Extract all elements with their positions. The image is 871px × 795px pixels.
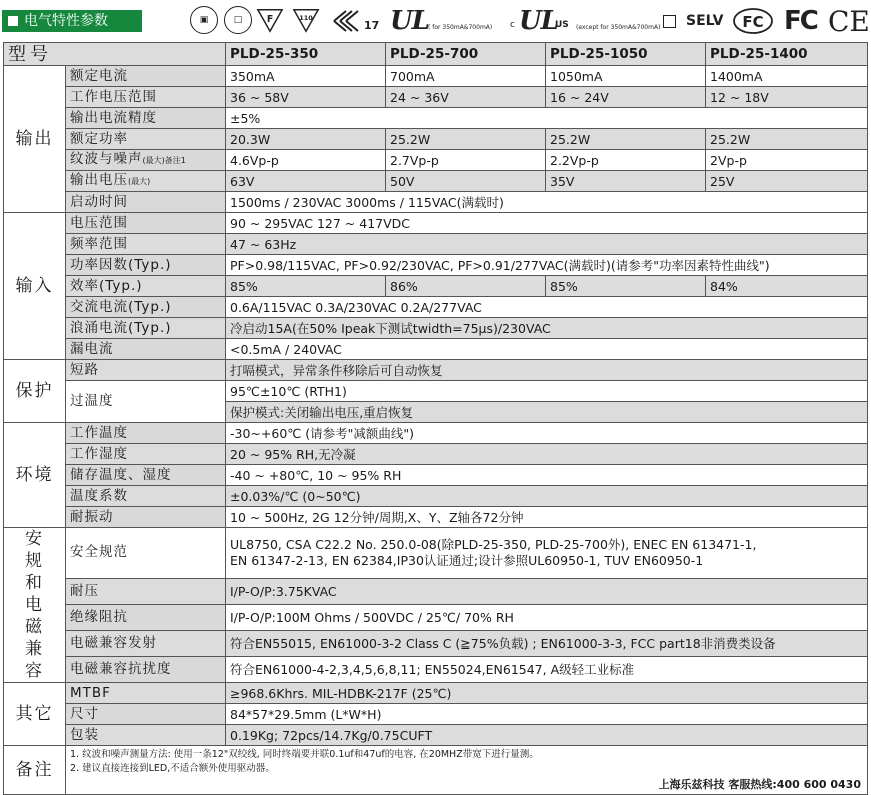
header: [0, 0, 871, 42]
note-line: 2. 建议直接连接到LED,不适合额外使用驱动器。: [70, 763, 275, 774]
square-icon: [8, 16, 18, 26]
fc-mark: FC: [784, 6, 817, 36]
cert-temp-text: 110: [299, 14, 313, 22]
spec-value: 1400mA: [706, 66, 868, 87]
spec-value: 700mA: [386, 66, 546, 87]
ce-mark: CE: [828, 4, 870, 38]
spec-row: [4, 213, 868, 234]
spec-row: [4, 381, 868, 402]
cert-f-text: F: [266, 13, 274, 25]
cul-us-suffix: US: [555, 20, 569, 30]
cul-mark-icon: [519, 6, 558, 36]
ul-note-2: (except for 350mA&700mA): [576, 23, 661, 31]
spec-value-line: UL8750, CSA C22.2 No. 250.0-08(除PLD-25-350, PLD-25-700外), ENEC EN 613471-1,: [230, 536, 757, 552]
spec-value: 20 ~ 95% RH,无冷凝: [226, 444, 868, 465]
spec-value: 10 ~ 500Hz, 2G 12分钟/周期,X、Y、Z轴各72分钟: [226, 507, 868, 528]
spec-value: 保护模式:关闭输出电压,重启恢复: [226, 402, 868, 423]
group-environment: 环境: [4, 423, 66, 528]
spec-row: [4, 129, 868, 150]
spec-row: [4, 444, 868, 465]
spec-value: 2Vp-p: [706, 150, 868, 171]
spec-label: 电压范围: [66, 213, 226, 234]
spec-label: 储存温度、湿度: [66, 465, 226, 486]
spec-row: [4, 683, 868, 704]
spec-value: 0.19Kg; 72pcs/14.7Kg/0.75CUFT: [226, 725, 868, 746]
spec-label: 频率范围: [66, 234, 226, 255]
spec-value: 85%: [546, 276, 706, 297]
spec-row: [4, 423, 868, 444]
class2-square-icon: [662, 6, 676, 36]
spec-value: 25.2W: [706, 129, 868, 150]
group-safety-emc: 安规和电磁兼容: [4, 528, 66, 683]
selv-mark: SELV: [686, 13, 724, 29]
pfc-text: FC: [742, 13, 764, 31]
spec-label-text: 输出电压: [70, 172, 128, 188]
spec-label: 输出电流精度: [66, 108, 226, 129]
spec-label: 绝缘阻抗: [66, 604, 226, 630]
group-output: 输出: [4, 66, 66, 213]
spec-label: 电磁兼容发射: [66, 630, 226, 656]
group-others: 其它: [4, 683, 66, 746]
model-cell: PLD-25-1400: [706, 43, 868, 66]
spec-value: ±0.03%/℃ (0~50℃): [226, 486, 868, 507]
spec-label: 效率(Typ.): [66, 276, 226, 297]
spec-value: 24 ~ 36V: [386, 87, 546, 108]
spec-row: [4, 276, 868, 297]
group-input: 输入: [4, 213, 66, 360]
spec-label: [66, 171, 226, 192]
spec-row: [4, 234, 868, 255]
cert-ip-icon: ▣: [190, 6, 218, 34]
spec-value: 4.6Vp-p: [226, 150, 386, 171]
cert-f-mark-icon: [256, 6, 284, 34]
ul-mark-text: UL: [390, 6, 429, 36]
spec-row: [4, 171, 868, 192]
spec-value: 350mA: [226, 66, 386, 87]
spec-label: [66, 150, 226, 171]
spec-label: 工作电压范围: [66, 87, 226, 108]
spec-value: [226, 528, 868, 579]
service-hotline: 上海乐兹科技 客服热线:400 600 0430: [658, 778, 861, 791]
spec-row: [4, 339, 868, 360]
cert-ip17-icon: [330, 6, 380, 36]
spec-value: ±5%: [226, 108, 868, 129]
spec-row: [4, 66, 868, 87]
spec-value: 12 ~ 18V: [706, 87, 868, 108]
model-cell: PLD-25-350: [226, 43, 386, 66]
spec-row: [4, 604, 868, 630]
spec-value: 2.2Vp-p: [546, 150, 706, 171]
cul-mark-text: UL: [519, 6, 558, 36]
spec-value: 47 ~ 63Hz: [226, 234, 868, 255]
spec-label: 电磁兼容抗扰度: [66, 656, 226, 682]
spec-row: [4, 360, 868, 381]
spec-row: [4, 656, 868, 682]
group-protection: 保护: [4, 360, 66, 423]
spec-value: 16 ~ 24V: [546, 87, 706, 108]
section-title-text: 电气特性参数: [24, 13, 108, 29]
spec-label: 额定功率: [66, 129, 226, 150]
model-label: 型号: [4, 43, 226, 66]
model-cell: PLD-25-1050: [546, 43, 706, 66]
spec-value: 84%: [706, 276, 868, 297]
spec-label: 短路: [66, 360, 226, 381]
spec-value: -30~+60℃ (请参考"减额曲线"): [226, 423, 868, 444]
notes-cell: [66, 746, 868, 795]
spec-label: 浪涌电流(Typ.): [66, 318, 226, 339]
cert-temp-icon: [292, 6, 320, 34]
spec-table: [3, 42, 868, 795]
spec-value: 符合EN61000-4-2,3,4,5,6,8,11; EN55024,EN61547, A级轻工业标准: [226, 656, 868, 682]
spec-value: I/P-O/P:100M Ohms / 500VDC / 25℃/ 70% RH: [226, 604, 868, 630]
spec-value: PF>0.98/115VAC, PF>0.92/230VAC, PF>0.91/277VAC(满载时)(请参考"功率因素特性曲线"): [226, 255, 868, 276]
group-notes: 备注: [4, 746, 66, 795]
spec-label: 额定电流: [66, 66, 226, 87]
spec-row: [4, 150, 868, 171]
notes-row: [4, 746, 868, 795]
section-title: [2, 10, 142, 32]
cul-c-prefix: c: [510, 20, 515, 30]
spec-label: 漏电流: [66, 339, 226, 360]
spec-row: [4, 630, 868, 656]
spec-value: I/P-O/P:3.75KVAC: [226, 578, 868, 604]
spec-row: [4, 87, 868, 108]
model-cell: PLD-25-700: [386, 43, 546, 66]
spec-value: 25.2W: [546, 129, 706, 150]
spec-value: 50V: [386, 171, 546, 192]
cert-ip17-text: 17: [364, 19, 380, 32]
spec-value: 36 ~ 58V: [226, 87, 386, 108]
note-line: 1. 纹波和噪声测量方法: 使用一条12"双绞线, 同时终端要并联0.1uf和47uf的电容, 在20MHZ带宽下进行量测。: [70, 749, 539, 760]
spec-row: [4, 255, 868, 276]
spec-value: 85%: [226, 276, 386, 297]
spec-value: 1500ms / 230VAC 3000ms / 115VAC(满载时): [226, 192, 868, 213]
spec-value: 冷启动15A(在50% Ipeak下测试twidth=75µs)/230VAC: [226, 318, 868, 339]
spec-label: 包装: [66, 725, 226, 746]
spec-label: 耐压: [66, 578, 226, 604]
spec-row: [4, 108, 868, 129]
spec-value: 打嗝模式，异常条件移除后可自动恢复: [226, 360, 868, 381]
spec-row: [4, 486, 868, 507]
spec-label-note: (最大): [128, 177, 151, 186]
spec-value: 35V: [546, 171, 706, 192]
spec-row: [4, 578, 868, 604]
spec-value: 90 ~ 295VAC 127 ~ 417VDC: [226, 213, 868, 234]
spec-label-note: (最大)备注1: [142, 156, 186, 165]
spec-label: 工作温度: [66, 423, 226, 444]
spec-label: MTBF: [66, 683, 226, 704]
spec-label: 过温度: [66, 381, 226, 423]
spec-value: 84*57*29.5mm (L*W*H): [226, 704, 868, 725]
spec-label: 工作湿度: [66, 444, 226, 465]
spec-label: 尺寸: [66, 704, 226, 725]
spec-row: [4, 192, 868, 213]
spec-row: [4, 465, 868, 486]
spec-value-line: EN 61347-2-13, EN 62384,IP30认证通过;设计参照UL60950-1, TUV EN60950-1: [230, 552, 704, 568]
spec-label: 耐振动: [66, 507, 226, 528]
spec-value: 符合EN55015, EN61000-3-2 Class C (≧75%负载) ; EN61000-3-3, FCC part18非消费类设备: [226, 630, 868, 656]
spec-value: 63V: [226, 171, 386, 192]
spec-value: 25.2W: [386, 129, 546, 150]
spec-value: 25V: [706, 171, 868, 192]
pfc-mark-icon: [732, 6, 774, 36]
spec-label: 温度系数: [66, 486, 226, 507]
spec-label: 交流电流(Typ.): [66, 297, 226, 318]
spec-row: [4, 704, 868, 725]
model-row: [4, 43, 868, 66]
spec-row: [4, 318, 868, 339]
spec-row: [4, 507, 868, 528]
spec-row: [4, 297, 868, 318]
spec-row: [4, 528, 868, 579]
spec-value: ≥968.6Khrs. MIL-HDBK-217F (25℃): [226, 683, 868, 704]
spec-label: 安全规范: [66, 528, 226, 579]
spec-label-text: 纹波与噪声: [70, 151, 143, 167]
spec-value: <0.5mA / 240VAC: [226, 339, 868, 360]
spec-value: 86%: [386, 276, 546, 297]
ul-note-1: ( for 350mA&700mA): [428, 23, 493, 31]
spec-value: 2.7Vp-p: [386, 150, 546, 171]
spec-value: 1050mA: [546, 66, 706, 87]
spec-value: -40 ~ +80℃, 10 ~ 95% RH: [226, 465, 868, 486]
spec-label: 功率因数(Typ.): [66, 255, 226, 276]
ul-mark-icon: [390, 6, 429, 36]
spec-value: 95℃±10℃ (RTH1): [226, 381, 868, 402]
spec-value: 0.6A/115VAC 0.3A/230VAC 0.2A/277VAC: [226, 297, 868, 318]
cert-class2-icon: □: [224, 6, 252, 34]
spec-label: 启动时间: [66, 192, 226, 213]
spec-value: 20.3W: [226, 129, 386, 150]
spec-row: [4, 725, 868, 746]
